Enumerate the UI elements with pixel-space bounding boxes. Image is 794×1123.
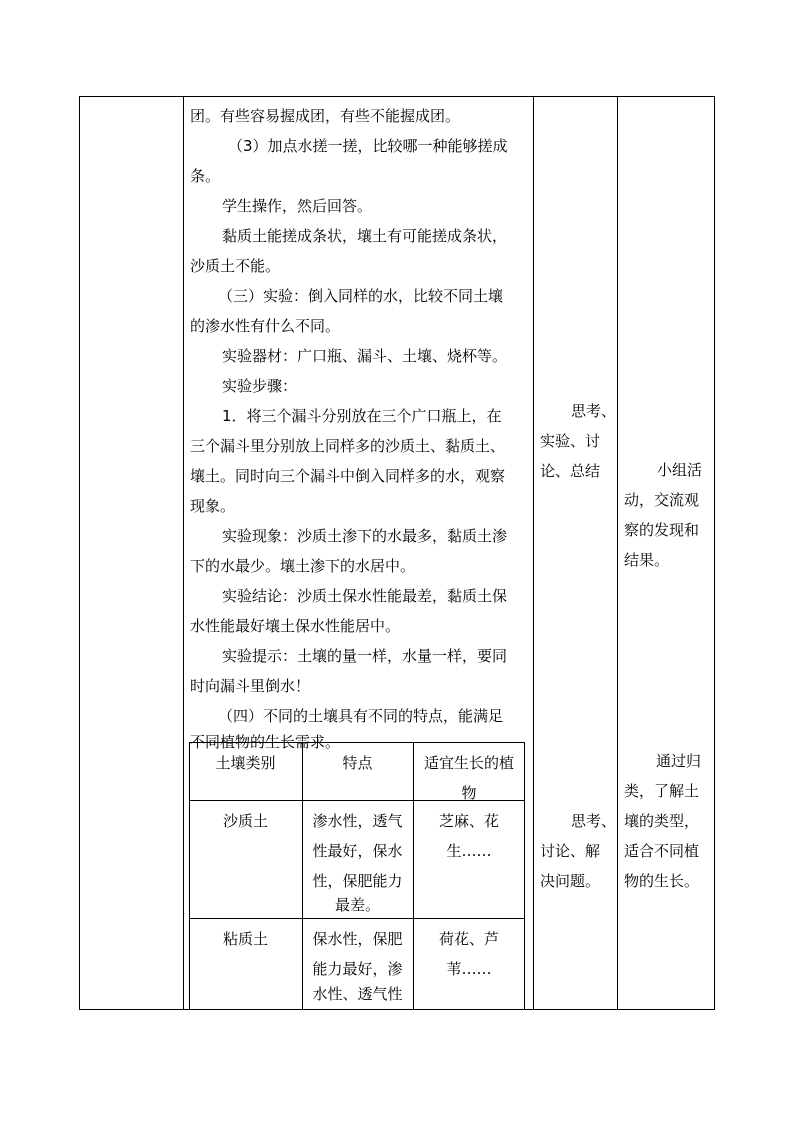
content-line: 水性能最好壤土保水性能居中。 <box>190 617 401 635</box>
table-cell-traits: 能力最好，渗 <box>312 960 403 978</box>
content-line: 三个漏斗里分别放上同样多的沙质土、黏质土、 <box>190 437 506 455</box>
activity-line: 思考、 <box>571 402 617 420</box>
table-cell-plants: 芝麻、花 <box>438 812 499 830</box>
content-line: 实验步骤： <box>222 377 298 395</box>
section-heading: （三）实验：倒入同样的水，比较不同土壤 <box>218 287 504 305</box>
table-cell-plants: 生…… <box>446 842 492 860</box>
activity-line: 思考、 <box>571 812 617 830</box>
intent-line: 物的生长。 <box>624 872 700 890</box>
content-line: 学生操作，然后回答。 <box>222 197 373 215</box>
column-divider-1 <box>183 96 184 1010</box>
content-line: 黏质土能搓成条状，壤土有可能搓成条状， <box>222 227 508 245</box>
header-suitable-plants: 物 <box>461 784 477 802</box>
table-cell-traits: 保水性，保肥 <box>312 930 403 948</box>
table-cell-plants: 苇…… <box>446 960 492 978</box>
intent-line: 察的发现和 <box>624 521 700 539</box>
activity-line: 论、总结 <box>540 462 601 480</box>
intent-line: 类，了解土 <box>624 782 700 800</box>
column-divider-3 <box>617 96 618 1010</box>
section-heading: （四）不同的土壤具有不同的特点，能满足 <box>218 707 504 725</box>
table-cell-traits: 最差。 <box>334 896 380 914</box>
activity-line: 讨论、解 <box>540 842 601 860</box>
activity-line: 决问题。 <box>540 872 601 890</box>
content-line: 时向漏斗里倒水！ <box>190 677 311 695</box>
content-line: 实验器材：广口瓶、漏斗、土壤、烧杯等。 <box>222 347 508 365</box>
activity-line: 实验、讨 <box>540 432 601 450</box>
table-cell-traits: 性，保肥能力 <box>312 872 403 890</box>
table-cell-traits: 渗水性，透气 <box>312 812 403 830</box>
header-suitable-plants: 适宜生长的植 <box>423 754 514 772</box>
intent-line: 动，交流观 <box>624 491 700 509</box>
table-cell-soil-type: 沙质土 <box>222 812 268 830</box>
content-line: 团。有些容易握成团，有些不能握成团。 <box>190 107 461 125</box>
content-line: 条。 <box>190 167 221 185</box>
table-row-divider <box>189 918 525 919</box>
intent-line: 结果。 <box>624 551 670 569</box>
intent-line: 通过归 <box>656 752 702 770</box>
content-line: 壤土。同时向三个漏斗中倒入同样多的水，观察 <box>190 467 506 485</box>
intent-line: 壤的类型， <box>624 812 700 830</box>
content-line: 1．将三个漏斗分别放在三个广口瓶上，在 <box>222 407 502 425</box>
intent-line: 小组活 <box>657 461 703 479</box>
content-line: 实验结论：沙质土保水性能最差，黏质土保 <box>222 587 508 605</box>
content-line: 不同植物的生长需求。 <box>190 733 341 751</box>
content-line: 现象。 <box>190 497 236 515</box>
table-cell-traits: 水性、透气性 <box>312 985 403 1003</box>
intent-line: 适合不同植 <box>624 842 700 860</box>
column-divider-2 <box>533 96 534 1010</box>
content-line: 的渗水性有什么不同。 <box>190 317 341 335</box>
content-line: 实验现象：沙质土渗下的水最多，黏质土渗 <box>222 527 508 545</box>
table-cell-traits: 性最好，保水 <box>312 842 403 860</box>
content-line: 沙质土不能。 <box>190 257 281 275</box>
table-cell-plants: 荷花、芦 <box>438 930 499 948</box>
content-line: （3）加点水搓一搓，比较哪一种能够搓成 <box>228 137 508 155</box>
content-line: 下的水最少。壤土渗下的水居中。 <box>190 557 416 575</box>
header-soil-type: 土壤类别 <box>215 754 276 772</box>
table-cell-soil-type: 粘质土 <box>222 930 268 948</box>
content-line: 实验提示：土壤的量一样，水量一样，要同 <box>222 647 508 665</box>
header-traits: 特点 <box>342 754 373 772</box>
